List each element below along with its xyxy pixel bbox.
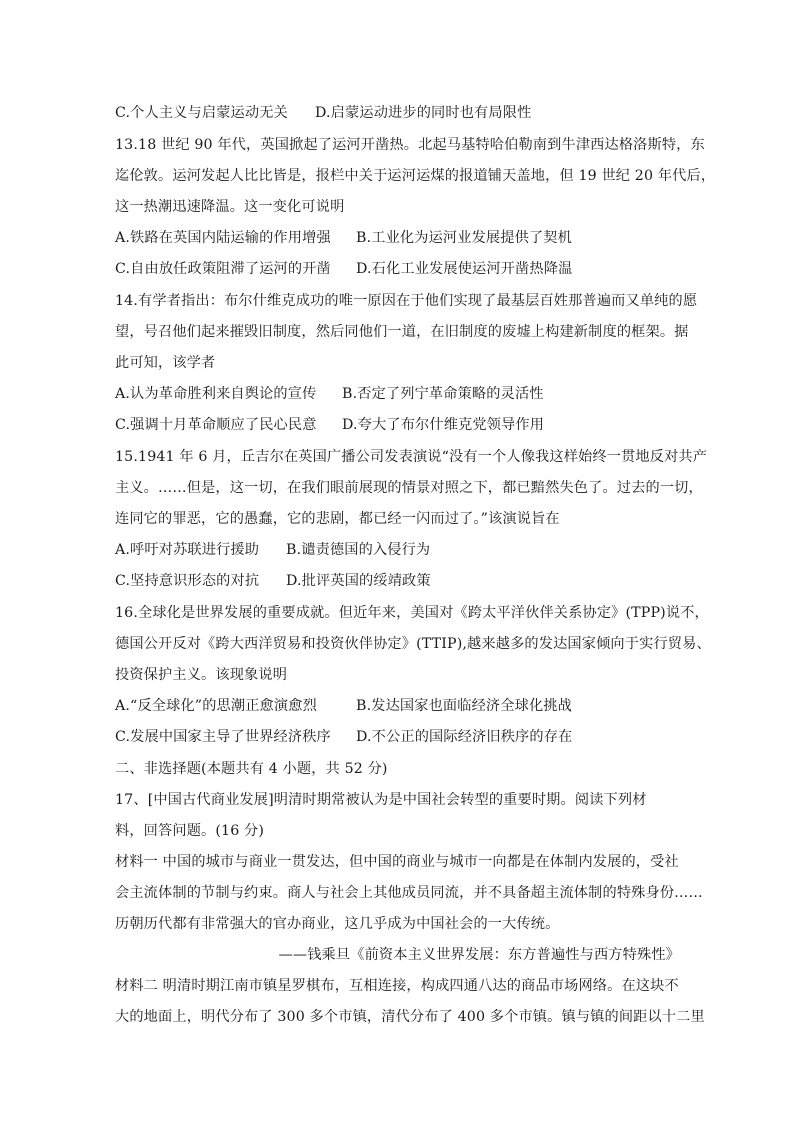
option-a: A.认为革命胜利来自舆论的宣传 [115,386,317,402]
question-13-line-1: 13.18 世纪 90 年代，英国掀起了运河开凿热。北起马基特哈伯勒南到牛津西达格洛斯特，东 [115,137,705,153]
question-16-line-2: 德国公开反对《跨大西洋贸易和投资伙伴协定》(TTIP),越来越多的发达国家倾向于实行贸易、 [115,636,711,652]
material-2-line-2: 大的地面上，明代分布了 300 多个市镇，清代分布了 400 多个市镇。镇与镇的间距以十二里 [115,1009,705,1025]
material-1-line-2: 会主流体制的节制与约束。商人与社会上其他成员同流，并不具备超主流体制的特殊身份…… [115,885,703,901]
option-d: D.石化工业发展使运河开凿热降温 [356,261,573,277]
option-a: A.“反全球化”的思潮正愈演愈烈 [115,698,317,714]
option-row-q15-ab [115,540,431,560]
question-16-line-3: 投资保护主义。该现象说明 [115,667,288,683]
option-c: C.强调十月革命顺应了民心民意 [115,417,317,433]
option-d: D.不公正的国际经济旧秩序的存在 [356,729,573,745]
option-b: B.谴责德国的入侵行为 [286,542,431,558]
option-c: C.发展中国家主导了世界经济秩序 [115,729,331,745]
option-c: C.自由放任政策阻滞了运河的开凿 [115,261,331,277]
option-c: C.坚持意识形态的对抗 [115,573,260,589]
question-17-line-2: 料，回答问题。(16 分) [115,823,265,839]
option-d: D.夸大了布尔什维克党领导作用 [342,417,545,433]
question-15-line-3: 连同它的罪恶，它的愚蠢，它的悲剧，都已经一闪而过了。”该演说旨在 [115,511,560,527]
question-14-line-2: 望，号召他们起来摧毁旧制度，然后同他们一道，在旧制度的废墟上构建新制度的框架。据 [115,324,689,340]
option-b: B.工业化为运河业发展提供了契机 [356,230,572,246]
option-a: A.铁路在英国内陆运输的作用增强 [115,230,331,246]
question-13-line-3: 这一热潮迅速降温。这一变化可说明 [115,199,345,215]
material-1-line-1: 材料一 中国的城市与商业一贯发达，但中国的商业与城市一向都是在体制内发展的，受社 [115,854,679,870]
question-13-line-2: 迄伦敦。运河发起人比比皆是，报栏中关于运河运煤的报道铺天盖地，但 19 世纪 20 年代后， [115,168,716,184]
option-b: B.否定了列宁革命策略的灵活性 [342,386,544,402]
option-c: C.个人主义与启蒙运动无关 [115,105,288,121]
material-1-source: ——钱乘旦《前资本主义世界发展：东方普遍性与西方特殊性》 [278,947,680,963]
material-2-line-1: 材料二 明清时期江南市镇星罗棋布，互相连接，构成四通八达的商品市场网络。在这块不 [115,978,679,994]
option-b: B.发达国家也面临经济全球化挑战 [356,698,572,714]
section-heading-non-choice: 二、非选择题(本题共有 4 小题，共 52 分) [115,761,388,777]
option-row-q16-cd [115,727,573,747]
question-15-line-1: 15.1941 年 6 月，丘吉尔在英国广播公司发表演说“没有一个人像我这样始终一贯地反对共产 [115,449,708,465]
option-row-q16-ab [115,696,572,716]
option-row-q12-cd [115,103,532,123]
question-14-line-3: 此可知，该学者 [115,355,216,371]
option-d: D.启蒙运动进步的同时也有局限性 [315,105,532,121]
option-row-q14-ab [115,384,544,404]
option-row-q13-cd [115,259,573,279]
option-row-q13-ab [115,228,572,248]
option-d: D.批评英国的绥靖政策 [286,573,431,589]
question-17-line-1: 17、[中国古代商业发展]明清时期常被认为是中国社会转型的重要时期。阅读下列材 [115,792,647,808]
question-16-line-1: 16.全球化是世界发展的重要成就。但近年来，美国对《跨太平洋伙伴关系协定》(TPP)说不， [115,605,709,621]
question-15-line-2: 主义。……但是，这一切，在我们眼前展现的情景对照之下，都已黯然失色了。过去的一切， [115,480,703,496]
material-1-line-3: 历朝历代都有非常强大的官办商业，这几乎成为中国社会的一大传统。 [115,916,560,932]
question-14-line-1: 14.有学者指出：布尔什维克成功的唯一原因在于他们实现了最基层百姓那普遍而又单纯的愿 [115,293,698,309]
option-a: A.呼吁对苏联进行援助 [115,542,260,558]
option-row-q15-cd [115,571,431,591]
option-row-q14-cd [115,415,545,435]
